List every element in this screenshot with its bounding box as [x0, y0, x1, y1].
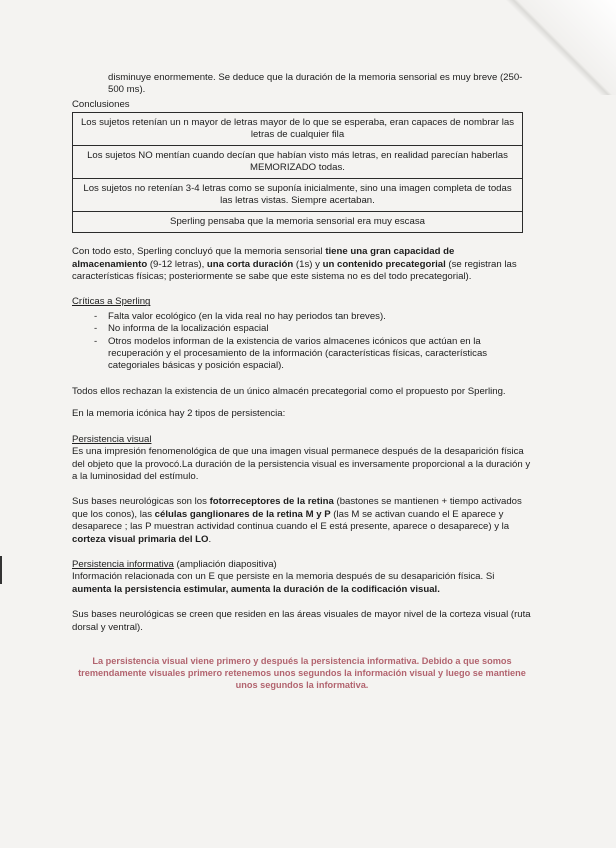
summary-bold: un contenido precategorial	[322, 258, 446, 270]
list-item: - Otros modelos informan de la existencia de varios almacenes icónicos que actúan en la recuperación y el procesamiento de la información (características físicas, características categoriales básicas y posición espacial).	[94, 336, 532, 373]
bases-bold: fotorreceptores de la retina	[209, 496, 334, 508]
list-item: - Falta valor ecológico (en la vida real no hay periodos tan breves).	[94, 311, 532, 323]
table-row	[73, 212, 523, 233]
bases-bold: células ganglionares de la retina M y P	[154, 508, 331, 520]
bases-text: (bastones se mantienen + tiempo activados que los conos), las	[72, 496, 522, 520]
summary-text: Con todo esto, Sperling concluyó que la memoria sensorial	[72, 246, 326, 258]
table-cell: Los sujetos no retenían 3-4 letras como se suponía inicialmente, sino una imagen completa de todas las letras vistas. Siempre acertaban.	[73, 179, 523, 212]
intro-paragraph: disminuye enormemente. Se deduce que la duración de la memoria sensorial es muy breve (250-500 ms).	[108, 72, 523, 96]
summary-bold: tiene una gran capacidad de almacenamiento	[72, 246, 455, 270]
visual-persistence-title: Persistencia visual	[72, 433, 152, 445]
bases-text: Sus bases neurológicas son los	[72, 496, 210, 508]
bases-text: .	[208, 533, 212, 545]
summary-paragraph	[72, 246, 532, 283]
reject-paragraph: Todos ellos rechazan la existencia de un único almacén precategorial como el propuesto por Sperling.	[72, 385, 506, 397]
informative-subtitle: (ampliación diapositiva)	[173, 558, 277, 570]
bases-bold: corteza visual primaria del LO	[72, 533, 209, 545]
table-row	[73, 146, 523, 179]
informative-text	[72, 571, 532, 596]
list-item: - No informa de la localización espacial	[94, 323, 532, 335]
table-cell: Sperling pensaba que la memoria sensorial era muy escasa	[73, 212, 523, 233]
conclusions-table	[72, 112, 523, 233]
table-cell: Los sujetos NO mentían cuando decían que habían visto más letras, en realidad parecían haberlas MEMORIZADO todas.	[73, 146, 523, 179]
visual-persistence-text: Es una impresión fenomenológica de que una imagen visual permanece después de la desaparición física del objeto que la provocó.La duración de la persistencia visual es inversamente proporcional a la duración y a la luminosidad del estímulo.	[72, 446, 531, 482]
document-body	[72, 72, 532, 691]
critiques-list	[72, 311, 532, 373]
margin-mark	[0, 556, 2, 584]
final-note: La persistencia visual viene primero y después la persistencia informativa. Debido a que somos tremendamente visuales primero retenemos unos segundos la información visual y luego se mantiene unos segundos la informativa.	[78, 655, 526, 690]
table-cell: Los sujetos retenían un n mayor de letras mayor de lo que se esperaba, eran capaces de nombrar las letras de cualquier fila	[73, 113, 523, 146]
bases-text: (las M se activan cuando el E aparece y desaparece ; las P muestran actividad continua cuando el E está presente, aparece o desaparece) y la	[72, 508, 510, 533]
informative-title: Persistencia informativa	[72, 558, 174, 570]
summary-text: (se registran las características físicas; posteriormente se sabe que este sistema no es del todo precategorial).	[72, 258, 517, 283]
informative-plain: Información relacionada con un E que persiste en la memoria después de su desaparición física. Si	[72, 571, 495, 583]
summary-text: (9-12 letras),	[147, 258, 207, 270]
informative-bases: Sus bases neurológicas se creen que residen en las áreas visuales de mayor nivel de la corteza visual (ruta dorsal y ventral).	[72, 609, 531, 633]
visual-bases-paragraph	[72, 496, 532, 546]
informative-persistence-heading	[72, 559, 532, 571]
informative-bold: aumenta la persistencia estimular, aumenta la duración de la codificación visual.	[72, 583, 440, 595]
summary-text: (1s) y	[293, 258, 323, 270]
table-row	[73, 179, 523, 212]
conclusions-title: Conclusiones	[72, 98, 130, 110]
summary-bold: una corta duración	[206, 258, 294, 270]
table-row	[73, 113, 523, 146]
critiques-title: Críticas a Sperling	[72, 296, 151, 308]
types-paragraph: En la memoria icónica hay 2 tipos de persistencia:	[72, 408, 286, 420]
